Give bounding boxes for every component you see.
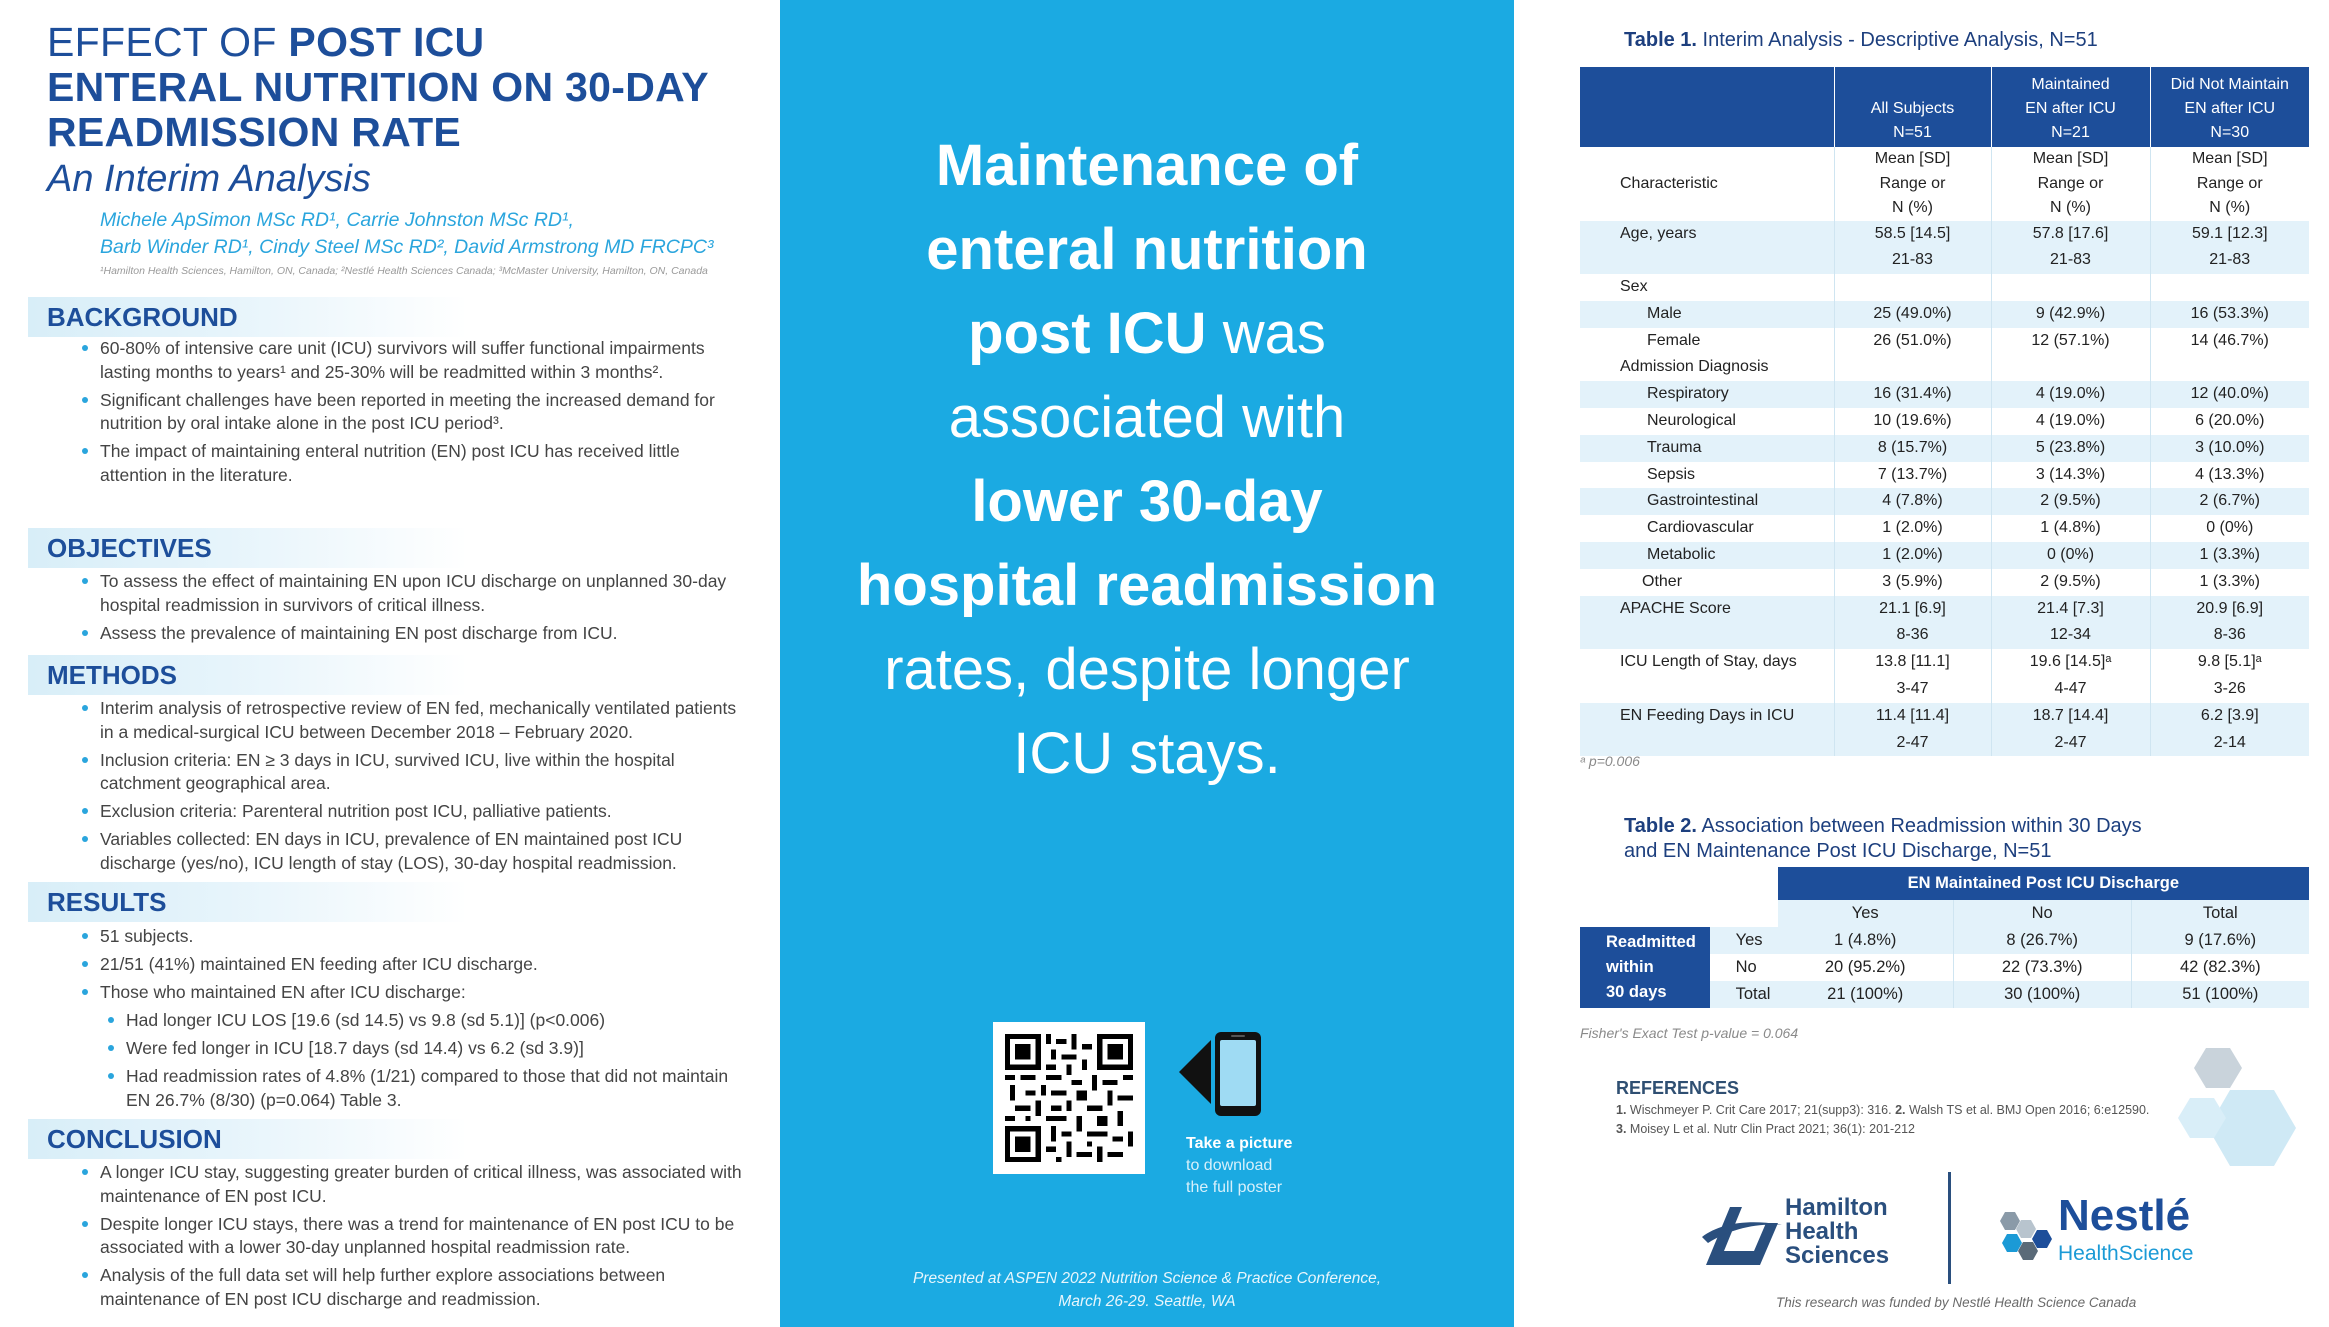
objectives-list: [82, 570, 742, 650]
table1-caption-bold: Table 1.: [1624, 29, 1697, 51]
list-item: Assess the prevalence of maintaining EN post discharge from ICU.: [82, 622, 742, 646]
table-row: [1580, 147, 2309, 221]
table-cell: [1991, 354, 2150, 381]
table-cell: 21.4 [7.3]: [1991, 596, 2150, 623]
table-cell: 14 (46.7%): [2150, 328, 2309, 355]
table-cell: ICU Length of Stay, days: [1620, 653, 1797, 671]
table-cell: 3 (10.0%): [2150, 435, 2309, 462]
funding-statement: This research was funded by Nestlé Health Science Canada: [1776, 1295, 2137, 1310]
message-line: ICU stays.: [1013, 721, 1281, 786]
table-cell: [2150, 274, 2309, 301]
message-line: rates, despite longer: [884, 637, 1410, 702]
list-item: Significant challenges have been reported in meeting the increased demand for nutrition by oral intake alone in the post ICU period³.: [82, 389, 742, 436]
table-cell: 18.7 [14.4]: [1991, 703, 2150, 730]
table-row: [1580, 435, 2309, 462]
list-item: 51 subjects.: [82, 925, 742, 949]
table-cell: 10 (19.6%): [1834, 408, 1991, 435]
list-sub-item: Were fed longer in ICU [18.7 days (sd 14.4) vs 6.2 (sd 3.9)]: [108, 1037, 742, 1061]
table-cell: 30 (100%): [1953, 981, 2131, 1008]
poster-subtitle: An Interim Analysis: [47, 158, 371, 200]
table-cell: 21 (100%): [1778, 981, 1954, 1008]
hamilton-logo-text: [1785, 1196, 1889, 1268]
left-column: [0, 0, 760, 1327]
references-list: 1. Wischmeyer P. Crit Care 2017; 21(supp3): 316. 2. Walsh TS et al. BMJ Open 2016; 6:e12590. 3. Moisey L et al. Nutr Clin Pract 2021; 36(1): 201-212: [1616, 1103, 2150, 1136]
list-item: 60-80% of intensive care unit (ICU) survivors will suffer functional impairments lasting months to years¹ and 25-30% will be readmitted within 3 months².: [82, 337, 742, 384]
table2-footnote: Fisher's Exact Test p-value = 0.064: [1580, 1025, 1799, 1041]
table-header-cell: Total: [2131, 900, 2309, 927]
background-heading: BACKGROUND: [28, 297, 468, 337]
table-cell: 4-47: [1991, 676, 2150, 703]
table-row: [1580, 569, 2309, 596]
table-row: [1580, 515, 2309, 542]
table-row: [1580, 247, 2309, 274]
table-cell: 12 (40.0%): [2150, 381, 2309, 408]
table-cell: Sex: [1620, 278, 1648, 296]
table-cell: 3 (5.9%): [1834, 569, 1991, 596]
phone-icon: [1173, 1030, 1283, 1120]
list-item: Variables collected: EN days in ICU, prevalence of EN maintained post ICU discharge (yes/no), ICU length of stay (LOS), 30-day hospital readmission.: [82, 828, 742, 875]
table-cell: 8-36: [2150, 622, 2309, 649]
table-row: [1580, 730, 2309, 757]
title-line2: ENTERAL NUTRITION ON 30-DAY: [47, 64, 709, 110]
logo-text: Hamilton: [1785, 1194, 1888, 1221]
list-item: Those who maintained EN after ICU discharge:: [82, 981, 742, 1005]
table-cell: Sepsis: [1647, 465, 1696, 483]
table-cell: Age, years: [1580, 221, 1834, 248]
logo-text: Sciences: [1785, 1242, 1890, 1269]
authors-line1: Michele ApSimon MSc RD¹, Carrie Johnston MSc RD¹,: [100, 209, 574, 231]
table-cell: [2150, 354, 2309, 381]
table-group-header: EN Maintained Post ICU Discharge: [1778, 867, 2309, 900]
table-cell: Gastrointestinal: [1580, 488, 1834, 515]
table-cell: 19.6 [14.5]ᵃ: [1991, 649, 2150, 676]
right-column: [1530, 0, 2329, 1327]
table-cell: 1 (3.3%): [2150, 542, 2309, 569]
conclusion-list: [82, 1161, 742, 1316]
table-cell: 9 (17.6%): [2131, 927, 2309, 954]
table-row: [1580, 703, 2309, 730]
table-cell: EN Feeding Days in ICU: [1580, 703, 1834, 730]
table-cell: 9.8 [5.1]ᵃ: [2150, 649, 2309, 676]
table-cell: 6 (20.0%): [2150, 408, 2309, 435]
list-item: Analysis of the full data set will help further explore associations between maintenance of EN post ICU discharge and readmission.: [82, 1264, 742, 1311]
download-instructions: [1186, 1133, 1292, 1199]
table-row: [1580, 927, 2309, 954]
table-cell: 1 (3.3%): [2150, 569, 2309, 596]
table-cell: 12 (57.1%): [1991, 328, 2150, 355]
table-cell: 57.8 [17.6]: [1991, 221, 2150, 248]
list-item: 21/51 (41%) maintained EN feeding after ICU discharge.: [82, 953, 742, 977]
table-cell: Admission Diagnosis: [1620, 358, 1769, 376]
objectives-heading: OBJECTIVES: [28, 528, 468, 568]
table-cell: Yes: [1710, 927, 1778, 954]
table-cell: 2 (9.5%): [1991, 569, 2150, 596]
table-cell: 11.4 [11.4]: [1834, 703, 1991, 730]
presented-at: [780, 1267, 1514, 1313]
table-header-cell: Did Not Maintain EN after ICU N=30: [2150, 67, 2309, 147]
table-cell: 3-26: [2150, 676, 2309, 703]
table-cell: 8 (15.7%): [1834, 435, 1991, 462]
table-cell: 2 (6.7%): [2150, 488, 2309, 515]
table-row: [1580, 221, 2309, 248]
table-cell: 59.1 [12.3]: [2150, 221, 2309, 248]
table-header-row: [1580, 867, 2309, 900]
table-cell: 1 (2.0%): [1834, 515, 1991, 542]
table-cell: 51 (100%): [2131, 981, 2309, 1008]
methods-list: [82, 697, 742, 880]
list-item: Interim analysis of retrospective review of EN fed, mechanically ventilated patients in a medical-surgical ICU between December 2018 – February 2020.: [82, 697, 742, 744]
authors: [100, 207, 713, 261]
table2-caption-text: Association between Readmission within 30 Days: [1697, 815, 2142, 837]
table-cell: 4 (7.8%): [1834, 488, 1991, 515]
table-cell: 26 (51.0%): [1834, 328, 1991, 355]
methods-heading: METHODS: [28, 655, 468, 695]
table-cell: 1 (2.0%): [1834, 542, 1991, 569]
list-item: The impact of maintaining enteral nutrition (EN) post ICU has received little attention in the literature.: [82, 440, 742, 487]
table-row: [1580, 354, 2309, 381]
table-cell: 2-47: [1991, 730, 2150, 757]
qr-code[interactable]: [993, 1022, 1145, 1174]
table-header-cell: No: [1953, 900, 2131, 927]
list-item: A longer ICU stay, suggesting greater burden of critical illness, was associated with maintenance of EN post ICU.: [82, 1161, 742, 1208]
qr-code-icon: [1005, 1034, 1133, 1162]
poster-title: [47, 20, 709, 155]
table-cell: 0 (0%): [2150, 515, 2309, 542]
logo-divider: [1948, 1172, 1951, 1284]
message-line: post ICU: [968, 301, 1207, 366]
title-line1-bold: POST ICU: [288, 19, 485, 65]
key-message-panel: [780, 0, 1514, 1327]
table-cell: 2-47: [1834, 730, 1991, 757]
table-row: [1580, 328, 2309, 355]
table-cell: [1991, 274, 2150, 301]
download-label: to download: [1186, 1157, 1273, 1174]
table-row: [1580, 274, 2309, 301]
presented-line2: March 26-29. Seattle, WA: [1058, 1293, 1236, 1310]
list-sub-item: Had longer ICU LOS [19.6 (sd 14.5) vs 9.8 (sd 5.1)] (p<0.006): [108, 1009, 742, 1033]
table-cell: 21-83: [1991, 247, 2150, 274]
table-cell: [1834, 354, 1991, 381]
table-cell: 1 (4.8%): [1778, 927, 1954, 954]
table2-caption: [1624, 814, 2142, 864]
table-cell: 13.8 [11.1]: [1834, 649, 1991, 676]
table-row: [1580, 542, 2309, 569]
nestle-logo-subtext: HealthScience: [2058, 1242, 2194, 1265]
table-header-row: [1580, 67, 2309, 147]
table-header-cell: Maintained EN after ICU N=21: [1991, 67, 2150, 147]
table-row: [1580, 408, 2309, 435]
table1-caption: [1624, 28, 2098, 53]
table-cell: 2 (9.5%): [1991, 488, 2150, 515]
title-line1-light: EFFECT OF: [47, 19, 289, 65]
full-poster-label: the full poster: [1186, 1179, 1283, 1196]
table2-caption-text: and EN Maintenance Post ICU Discharge, N=51: [1624, 840, 2052, 862]
message-line: lower 30-day: [971, 469, 1323, 534]
table-cell: 4 (19.0%): [1991, 381, 2150, 408]
table-row: [1580, 381, 2309, 408]
table-cell: 42 (82.3%): [2131, 954, 2309, 981]
affiliations: ¹Hamilton Health Sciences, Hamilton, ON, Canada; ²Nestlé Health Sciences Canada; ³McMaster University, Hamilton, ON, Canada: [100, 265, 708, 277]
list-item: Inclusion criteria: EN ≥ 3 days in ICU, survived ICU, live within the hospital catchment geographical area.: [82, 749, 742, 796]
table-cell: 58.5 [14.5]: [1834, 221, 1991, 248]
list-item: Despite longer ICU stays, there was a trend for maintenance of EN post ICU to be associated with a lower 30-day unplanned hospital readmission rate.: [82, 1213, 742, 1260]
table-cell: 16 (53.3%): [2150, 301, 2309, 328]
table-cell: 22 (73.3%): [1953, 954, 2131, 981]
table-cell: 9 (42.9%): [1991, 301, 2150, 328]
table-row: [1580, 301, 2309, 328]
table-cell: Other: [1642, 572, 1683, 590]
message-line: was: [1206, 301, 1326, 366]
table-cell: 1 (4.8%): [1991, 515, 2150, 542]
table-cell: 21.1 [6.9]: [1834, 596, 1991, 623]
table-cell: [1580, 247, 1834, 274]
table-cell: 7 (13.7%): [1834, 462, 1991, 489]
table-cell: [1834, 274, 1991, 301]
table-cell: 6.2 [3.9]: [2150, 703, 2309, 730]
table-row: [1580, 676, 2309, 703]
table-cell: APACHE Score: [1580, 596, 1834, 623]
table-cell: 25 (49.0%): [1834, 301, 1991, 328]
table-header-cell: All Subjects N=51: [1834, 67, 1991, 147]
table-cell: 0 (0%): [1991, 542, 2150, 569]
table-cell: Mean [SD] Range or N (%): [2150, 147, 2309, 221]
background-list: [82, 337, 742, 492]
table-cell: Respiratory: [1580, 381, 1834, 408]
row-group-header: Readmitted within 30 days: [1580, 927, 1710, 1008]
table-cell: No: [1735, 958, 1757, 976]
nestle-logo-text: Nestlé: [2058, 1191, 2191, 1240]
table-cell: 2-14: [2150, 730, 2309, 757]
results-list: [82, 925, 742, 1117]
table-cell: 4 (19.0%): [1991, 408, 2150, 435]
authors-line2: Barb Winder RD¹, Cindy Steel MSc RD², David Armstrong MD FRCPC³: [100, 236, 714, 258]
table-cell: 3 (14.3%): [1991, 462, 2150, 489]
message-line: associated with: [948, 385, 1346, 450]
message-line: hospital readmission: [856, 553, 1438, 618]
take-picture-label: Take a picture: [1186, 1135, 1293, 1152]
table-row: [1580, 649, 2309, 676]
table-cell: [1580, 622, 1834, 649]
message-line: enteral nutrition: [926, 217, 1368, 282]
table-cell: 3-47: [1834, 676, 1991, 703]
table-cell: 12-34: [1991, 622, 2150, 649]
table-cell: 5 (23.8%): [1991, 435, 2150, 462]
table-row: [1580, 622, 2309, 649]
presented-line1: Presented at ASPEN 2022 Nutrition Science & Practice Conference,: [912, 1270, 1382, 1287]
results-heading: RESULTS: [28, 882, 468, 922]
logo-text: Health: [1785, 1218, 1859, 1245]
table-header-cell: Yes: [1778, 900, 1954, 927]
table-cell: Characteristic: [1620, 174, 1718, 192]
title-line3: READMISSION RATE: [47, 109, 462, 155]
table-cell: 21-83: [1834, 247, 1991, 274]
table-row: [1580, 462, 2309, 489]
table-cell: 21-83: [2150, 247, 2309, 274]
descriptive-table: [1580, 67, 2309, 756]
table-cell: Metabolic: [1580, 542, 1834, 569]
table-cell: Neurological: [1647, 412, 1736, 430]
table-header-cell: [1580, 67, 1834, 147]
list-item: Exclusion criteria: Parenteral nutrition post ICU, palliative patients.: [82, 800, 742, 824]
table1-caption-text: Interim Analysis - Descriptive Analysis, N=51: [1697, 29, 2098, 51]
references-heading: REFERENCES: [1616, 1078, 1740, 1098]
conclusion-heading: CONCLUSION: [28, 1119, 468, 1159]
table-cell: Mean [SD] Range or N (%): [1834, 147, 1991, 221]
table-cell: 16 (31.4%): [1834, 381, 1991, 408]
table-cell: Total: [1710, 981, 1778, 1008]
table-cell: Cardiovascular: [1647, 519, 1754, 537]
key-message: [780, 124, 1514, 796]
table-header-row: [1580, 900, 2309, 927]
list-sub-item: Had readmission rates of 4.8% (1/21) compared to those that did not maintain EN 26.7% (8/30) (p=0.064) Table 3.: [108, 1065, 742, 1112]
table-cell: Female: [1647, 331, 1701, 349]
table-cell: Mean [SD] Range or N (%): [1991, 147, 2150, 221]
table-cell: 8 (26.7%): [1953, 927, 2131, 954]
readmission-table: [1580, 867, 2309, 1008]
table-cell: Male: [1580, 301, 1834, 328]
table-cell: 20.9 [6.9]: [2150, 596, 2309, 623]
table-cell: 20 (95.2%): [1824, 958, 1906, 976]
message-line: Maintenance of: [935, 133, 1359, 198]
table1-footnote: ᵃ p=0.006: [1580, 753, 1640, 769]
table-row: [1580, 596, 2309, 623]
table-cell: [1580, 676, 1834, 703]
table-cell: Trauma: [1580, 435, 1834, 462]
table2-caption-bold: Table 2.: [1624, 815, 1697, 837]
table-cell: 8-36: [1834, 622, 1991, 649]
table-cell: 4 (13.3%): [2150, 462, 2309, 489]
table-row: [1580, 488, 2309, 515]
list-item: To assess the effect of maintaining EN upon ICU discharge on unplanned 30-day hospital readmission in survivors of critical illness.: [82, 570, 742, 617]
